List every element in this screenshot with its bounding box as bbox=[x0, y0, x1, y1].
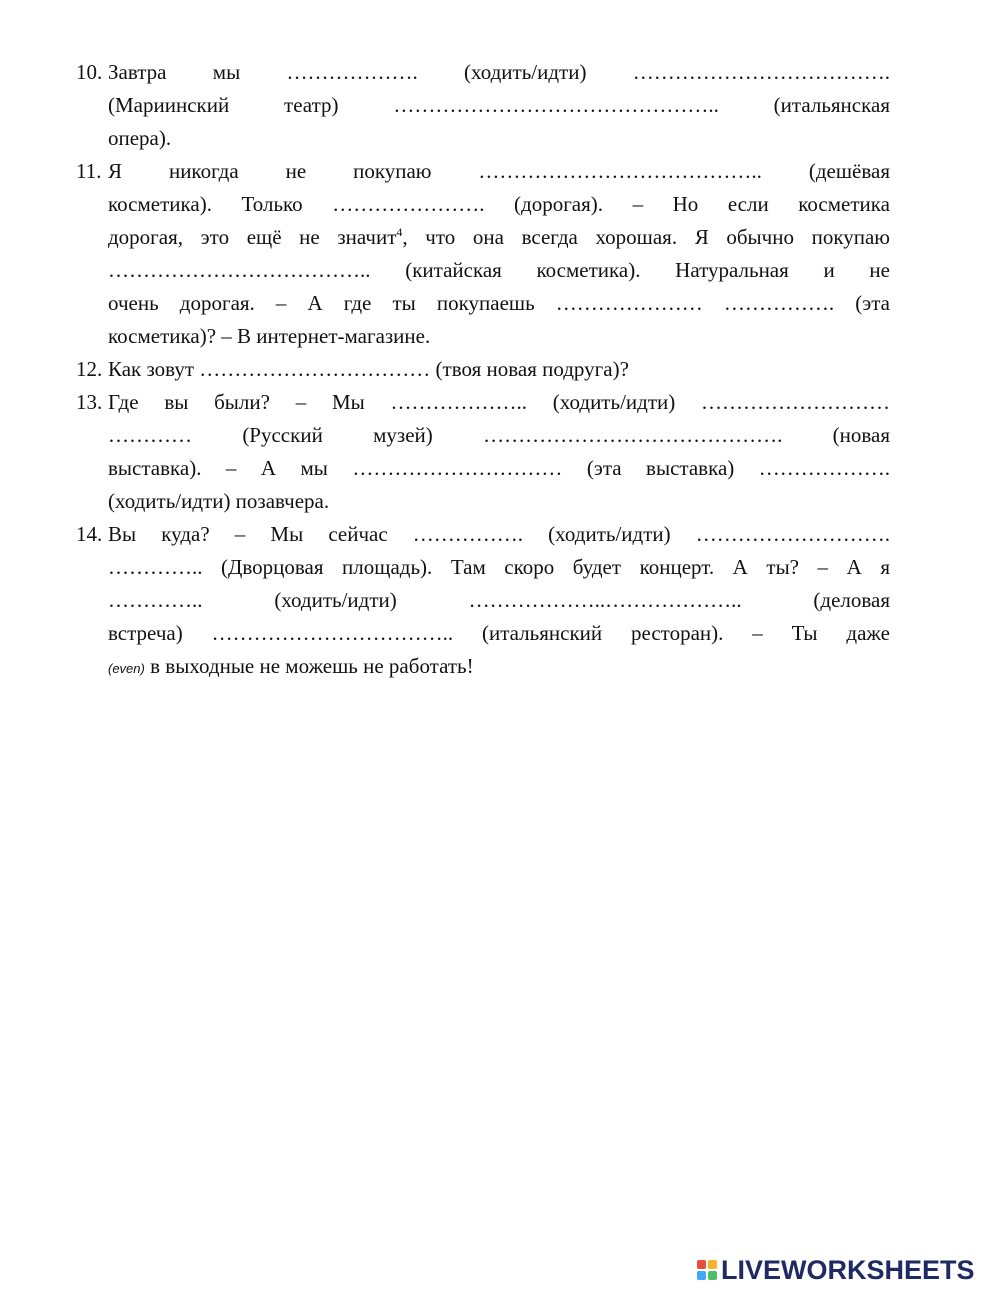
item-line-with-footnote bbox=[108, 221, 890, 254]
exercise-item-13 bbox=[76, 386, 890, 518]
exercise-item-14 bbox=[76, 518, 890, 685]
item-line: Где вы были? – Мы ……………….. (ходить/идти) ……………………… bbox=[108, 390, 890, 414]
logo-blocks-icon bbox=[697, 1260, 717, 1280]
item-line: (Мариинский театр) ……………………………………….. (итальянская bbox=[108, 93, 890, 117]
item-line: выставка). – А мы ………………………… (эта выставка) ………………. bbox=[108, 456, 890, 480]
item-line: Завтра мы ………………. (ходить/идти) ………………………………. bbox=[108, 60, 890, 84]
item-line: Как зовут …………………………… (твоя новая подруга)? bbox=[108, 357, 629, 381]
item-number: 12. bbox=[76, 357, 103, 381]
item-line-part: дорогая, это ещё не значит bbox=[108, 225, 397, 249]
item-line: косметика). Только …………………. (дорогая). – Но если косметика bbox=[108, 192, 890, 216]
item-line: Я никогда не покупаю ………………………………….. (дешёвая bbox=[108, 159, 890, 183]
item-line-part: , что она всегда хорошая. Я обычно покупаю bbox=[402, 225, 890, 249]
liveworksheets-logo bbox=[697, 1255, 975, 1285]
exercise-item-11 bbox=[76, 155, 890, 353]
logo-block bbox=[708, 1271, 717, 1280]
logo-block bbox=[708, 1260, 717, 1269]
logo-block bbox=[697, 1260, 706, 1269]
item-number: 11. bbox=[76, 159, 102, 183]
exercise-item-10 bbox=[76, 56, 890, 155]
exercise-item-12 bbox=[76, 353, 890, 386]
logo-wordmark: LIVEWORKSHEETS bbox=[721, 1254, 975, 1285]
item-line-part: в выходные не можешь не работать! bbox=[150, 654, 474, 678]
footnote-marker: 4 bbox=[396, 225, 403, 239]
item-number: 14. bbox=[76, 522, 103, 546]
item-number: 10. bbox=[76, 60, 103, 84]
item-line: ………….. (ходить/идти) ………………..……………….. (деловая bbox=[108, 588, 890, 612]
item-line: очень дорогая. – А где ты покупаешь ………………… ……………. (эта bbox=[108, 291, 890, 315]
item-line: (ходить/идти) позавчера. bbox=[108, 489, 330, 513]
item-line: опера). bbox=[108, 126, 172, 150]
worksheet bbox=[76, 56, 890, 685]
item-line: ………….. (Дворцовая площадь). Там скоро будет концерт. А ты? – А я bbox=[108, 555, 890, 579]
item-line: Вы куда? – Мы сейчас ……………. (ходить/идти) ………………………. bbox=[108, 522, 890, 546]
item-line-with-gloss bbox=[108, 650, 890, 685]
english-gloss: (even) bbox=[108, 661, 145, 676]
item-number: 13. bbox=[76, 390, 103, 414]
item-line: ……………………………….. (китайская косметика). Натуральная и не bbox=[108, 258, 890, 282]
item-line: ………… (Русский музей) ……………………………………. (новая bbox=[108, 423, 890, 447]
logo-block bbox=[697, 1271, 706, 1280]
item-line: встреча) …………………………….. (итальянский ресторан). – Ты даже bbox=[108, 621, 890, 645]
item-line: косметика)? – В интернет-магазине. bbox=[108, 324, 431, 348]
